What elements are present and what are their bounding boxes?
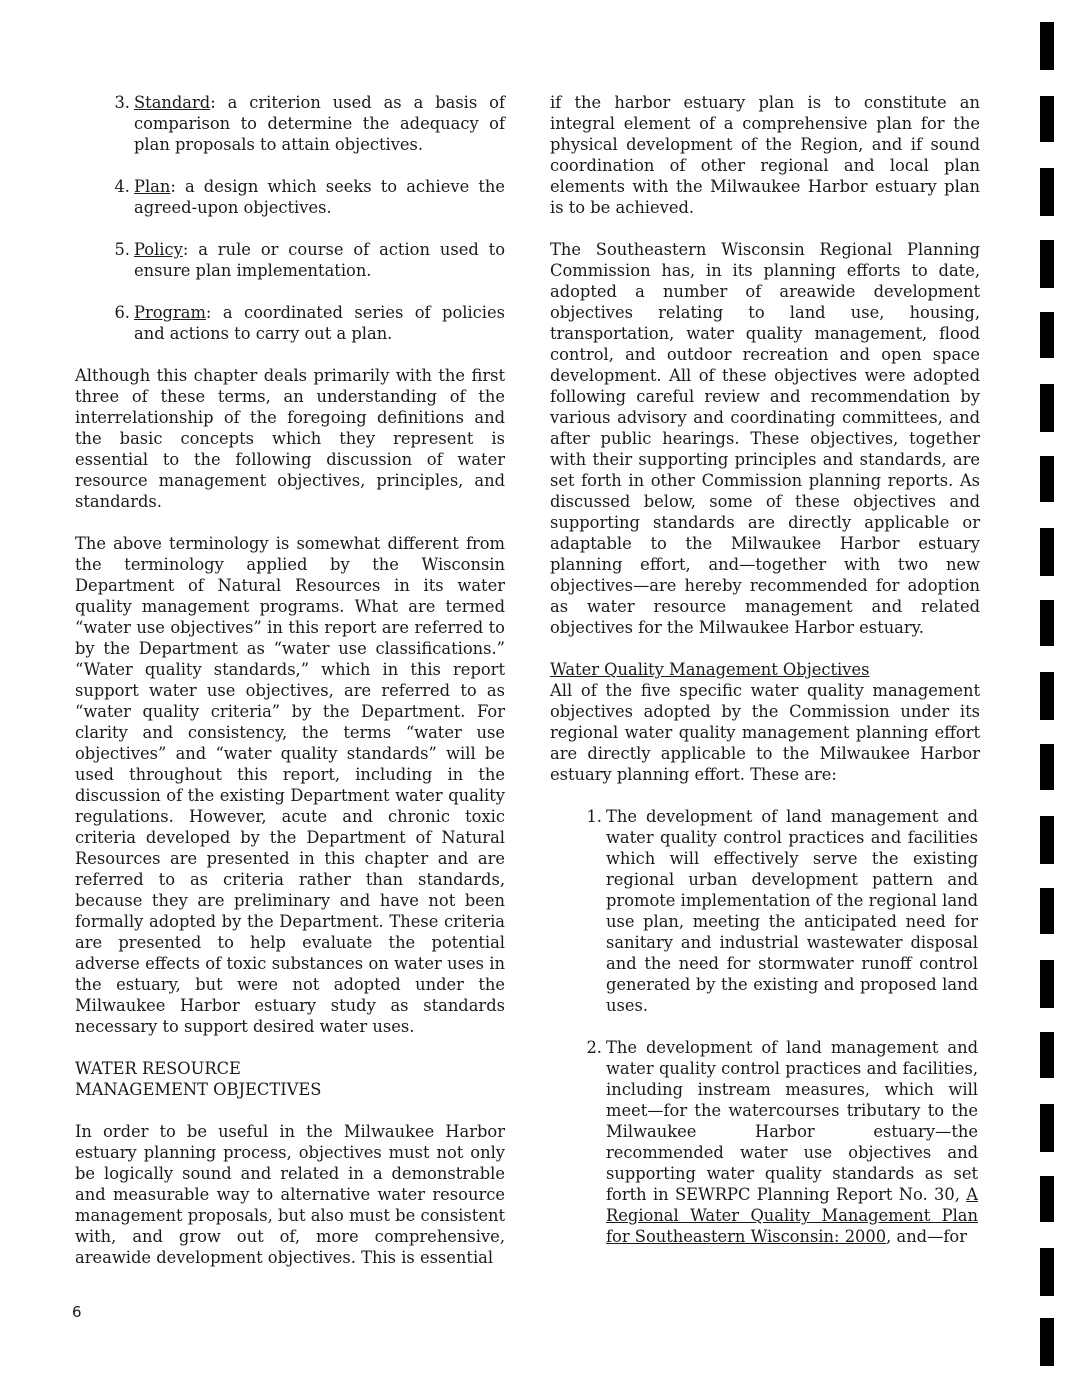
binding-mark — [1040, 816, 1054, 864]
binding-mark — [1040, 1176, 1054, 1222]
definition-text: Program: a coordinated series of policies and actions to carry out a plan. — [134, 303, 505, 343]
defined-term: Policy — [134, 240, 183, 259]
objective-text: The development of land management and water quality control practices and facilities, including instream measures, which will meet—for the watercourses tributary to the Milwaukee Harbor estuary—the recommended water use objectives and supporting water quality standards as set forth in SEWRPC Planning Report No. 30, A Regional Water Quality Management Plan for Southeastern Wisconsin: 2000, and—for — [606, 1038, 978, 1246]
binding-mark — [1040, 1032, 1054, 1078]
body-paragraph: In order to be useful in the Milwaukee Harbor estuary planning process, objectives must not only be logically sound and related in a demonstrable and measurable way to alternative water resource management proposals, but also must be consistent with, and grow out of, more comprehensive, areawide development objectives. This is essential — [75, 1122, 505, 1267]
objectives-list — [550, 806, 980, 1247]
list-item — [75, 302, 505, 344]
binding-mark — [1040, 240, 1054, 288]
list-item — [550, 1037, 980, 1247]
binding-mark — [1040, 456, 1054, 502]
list-item — [550, 806, 980, 1016]
list-number: 1. — [586, 807, 602, 826]
objective-text: The development of land management and water quality control practices and facilities which will effectively serve the existing regional urban development pattern and promote implementation of the regional land use plan, meeting the anticipated need for sanitary and industrial wastewater disposal and the need for stormwater runoff control generated by the existing and proposed land uses. — [606, 807, 978, 1015]
definitions-list — [75, 92, 505, 344]
body-paragraph: if the harbor estuary plan is to constitute an integral element of a comprehensive plan for the physical development of the Region, and if sound coordination of other regional and local plan elements with the Milwaukee Harbor estuary plan is to be achieved. — [550, 93, 980, 217]
binding-mark — [1040, 312, 1054, 358]
list-number: 6. — [114, 303, 130, 322]
defined-term: Plan — [134, 177, 171, 196]
list-item — [75, 239, 505, 281]
list-item — [75, 176, 505, 218]
binding-mark — [1040, 1104, 1054, 1152]
body-paragraph: All of the five specific water quality management objectives adopted by the Commission under its regional water quality management planning effort are directly applicable to the Milwaukee Harbor estuary planning effort. These are: — [550, 681, 980, 784]
binding-mark — [1040, 672, 1054, 720]
definition-text: Standard: a criterion used as a basis of comparison to determine the adequacy of plan proposals to attain objectives. — [134, 93, 505, 154]
defined-term: Standard — [134, 93, 211, 112]
report-title: A Regional Water Quality Management Plan for Southeastern Wisconsin: 2000 — [606, 1185, 978, 1246]
left-column — [75, 92, 505, 1289]
body-paragraph: Although this chapter deals primarily with the first three of these terms, an understanding of the interrelationship of the foregoing definitions and the basic concepts which they represent is essential to the following discussion of water resource management objectives, principles, and standards. — [75, 366, 505, 511]
binding-mark — [1040, 888, 1054, 934]
binding-mark — [1040, 384, 1054, 432]
definition-text: Plan: a design which seeks to achieve the agreed-upon objectives. — [134, 177, 505, 217]
binding-mark — [1040, 744, 1054, 790]
right-column — [550, 92, 980, 1268]
list-item — [75, 92, 505, 155]
binding-mark — [1040, 528, 1054, 576]
binding-mark — [1040, 600, 1054, 646]
binding-mark — [1040, 168, 1054, 216]
subsection-heading: Water Quality Management Objectives — [550, 660, 870, 679]
defined-term: Program — [134, 303, 206, 322]
binding-mark — [1040, 1318, 1054, 1366]
body-paragraph: The above terminology is somewhat different from the terminology applied by the Wisconsin Department of Natural Resources in its water quality management programs. What are termed “water use objectives” in this report are referred to by the Department as “water use classifications.” “Water quality standards,” which in this report support water use objectives, are referred to as “water quality criteria” by the Department. For clarity and consistency, the terms “water use objectives” and “water quality standards” will be used throughout this report, including in the discussion of the existing Department water quality regulations. However, acute and chronic toxic criteria developed by the Department of Natural Resources are presented in this chapter and are referred to as criteria rather than standards, because they are preliminary and have not been formally adopted by the Department. These criteria are presented to help evaluate the potential adverse effects of toxic substances on water uses in the estuary, but were not adopted under the Milwaukee Harbor estuary study as standards necessary to support desired water uses. — [75, 534, 505, 1036]
body-paragraph: The Southeastern Wisconsin Regional Planning Commission has, in its planning efforts to date, adopted a number of areawide development objectives relating to land use, housing, transportation, water quality management, flood control, and outdoor recreation and open space development. All of these objectives were adopted following careful review and recommendation by various advisory and coordinating committees, and after public hearings. These objectives, together with their supporting principles and standards, are set forth in other Commission planning reports. As discussed below, some of these objectives and supporting standards are directly applicable or adaptable to the Milwaukee Harbor estuary planning effort, and—together with two new objectives—are hereby recommended for adoption as water resource management and related objectives for the Milwaukee Harbor estuary. — [550, 240, 980, 637]
binding-mark — [1040, 1248, 1054, 1296]
page-number: 6 — [72, 1303, 82, 1321]
list-number: 2. — [586, 1038, 602, 1057]
binding-mark — [1040, 960, 1054, 1008]
section-heading: WATER RESOURCE MANAGEMENT OBJECTIVES — [75, 1059, 322, 1099]
binding-mark — [1040, 22, 1054, 70]
definition-text: Policy: a rule or course of action used to ensure plan implementation. — [134, 240, 505, 280]
binding-mark — [1040, 96, 1054, 142]
list-number: 3. — [114, 93, 130, 112]
list-number: 5. — [114, 240, 130, 259]
list-number: 4. — [114, 177, 130, 196]
